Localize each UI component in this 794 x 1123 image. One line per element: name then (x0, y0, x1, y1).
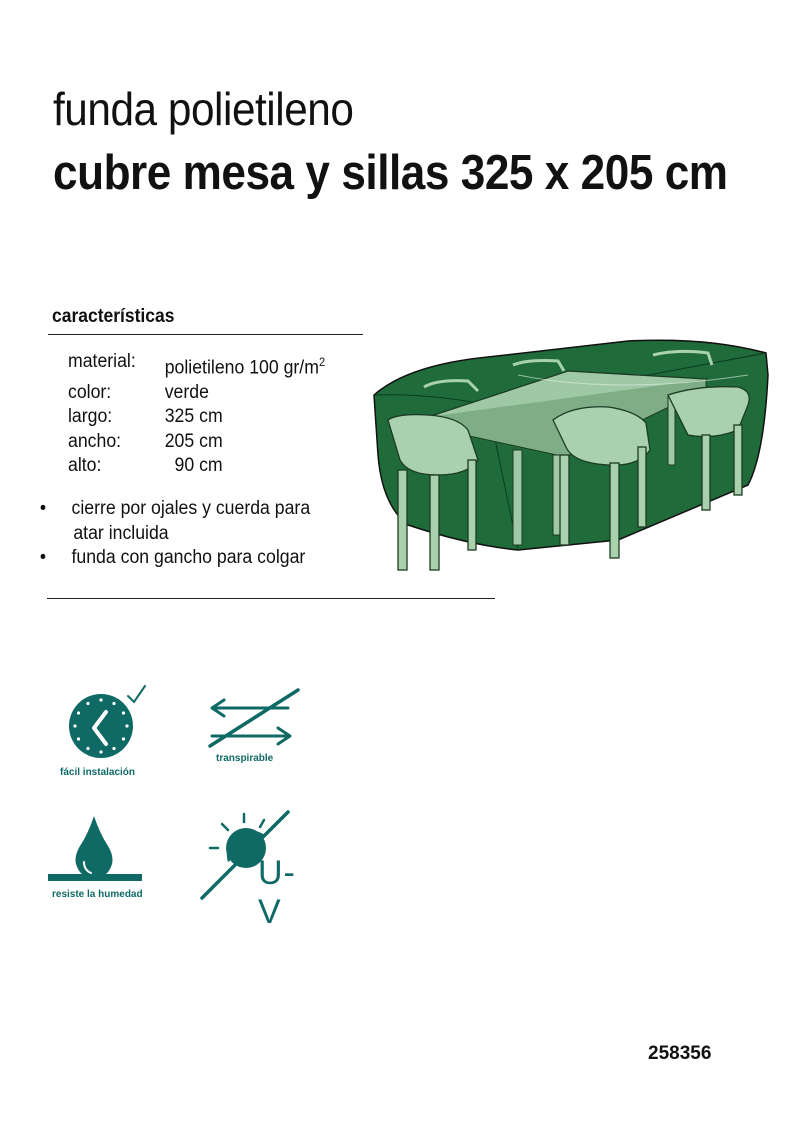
title-line-1: funda polietileno (53, 83, 354, 135)
icon-caption: resiste la humedad (52, 889, 143, 900)
icon-caption: fácil instalación (60, 767, 136, 778)
bullet-item (38, 497, 310, 546)
title-line-2: cubre mesa y sillas 325 x 205 cm (53, 146, 728, 200)
bullet-item (38, 546, 310, 571)
spec-value: 90 cm (164, 455, 223, 477)
spec-value: 325 cm (164, 406, 223, 428)
spec-label: largo: (68, 406, 113, 428)
icon-uv (198, 808, 308, 931)
spec-label: ancho: (68, 430, 122, 452)
spec-label: alto: (68, 455, 102, 477)
spec-value: 205 cm (164, 430, 223, 452)
bullet-text-line: cierre por ojales y cuerda para (71, 498, 311, 519)
breathable-arrows-icon (202, 688, 312, 748)
icon-caption: transpirable (216, 753, 274, 764)
spec-value: verde (164, 381, 209, 403)
icon-breathable (202, 688, 312, 764)
product-illustration (368, 335, 774, 575)
spec-row-material (68, 350, 325, 381)
spec-label: color: (68, 381, 112, 403)
spec-row-width (68, 430, 325, 455)
uv-label: U-V (258, 854, 296, 931)
spec-value: polietileno 100 $gr/m^2$ (164, 355, 326, 379)
spec-row-height (68, 454, 325, 479)
bullet-dot: • (39, 547, 47, 568)
spec-superscript: 2 (318, 355, 326, 369)
spec-table (68, 350, 325, 479)
icon-humidity (44, 812, 154, 900)
feature-bullets (38, 497, 310, 571)
spec-label: material: (68, 351, 136, 372)
spec-row-color (68, 381, 325, 406)
icon-fast-install (54, 682, 164, 778)
bullet-text-line: funda con gancho para colgar (71, 547, 306, 568)
water-drop-icon (44, 812, 154, 884)
bottom-divider (47, 598, 495, 599)
bullet-dot: • (39, 498, 47, 519)
bullet-text-line: atar incluida (73, 522, 169, 544)
product-code: 258356 (648, 1043, 712, 1064)
features-heading: características (52, 306, 175, 327)
heading-divider (48, 334, 363, 335)
clock-check-icon (54, 682, 164, 762)
spec-row-length (68, 405, 325, 430)
